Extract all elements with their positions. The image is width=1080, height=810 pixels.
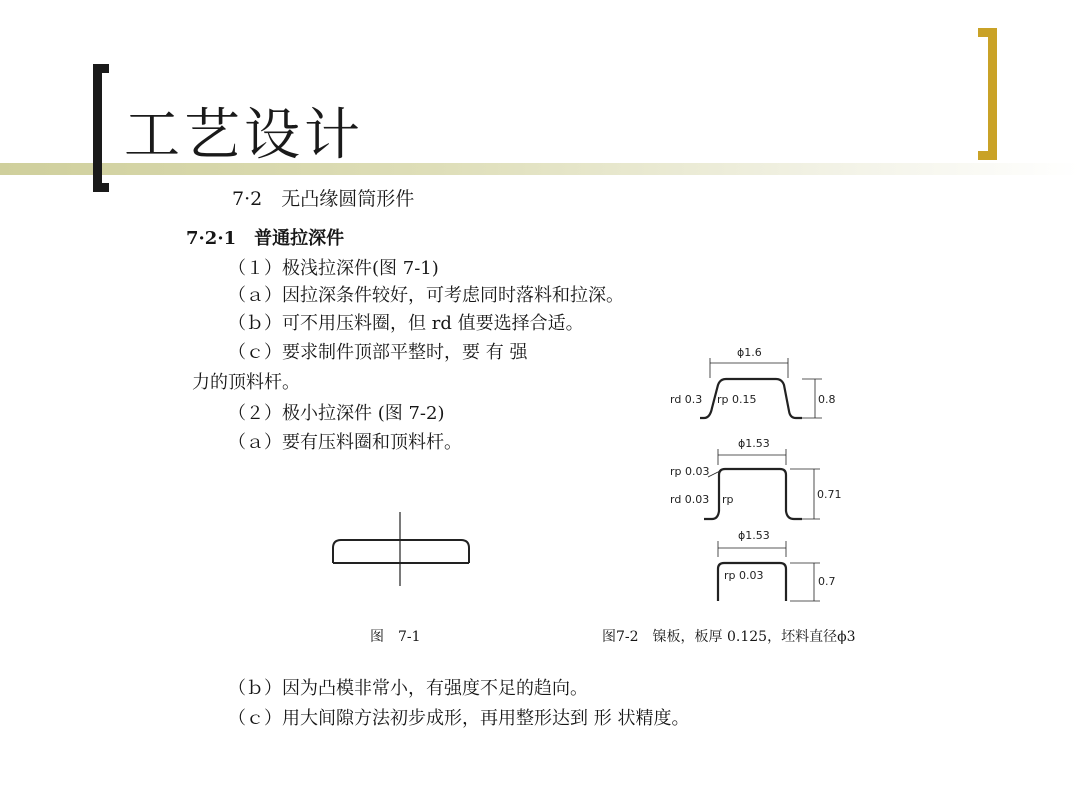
right-bracket-decoration (978, 28, 997, 160)
fig2-a-diameter: ϕ1.6 (737, 346, 762, 359)
figure-7-1-drawing (325, 508, 485, 588)
scanned-text-page (180, 178, 910, 738)
section-heading: 7·2 无凸缘圆筒形件 (232, 188, 415, 210)
fig2-b-rp: rp (722, 493, 734, 506)
page-title: 工艺设计 (124, 103, 364, 168)
fig2-b-rp-top: rp 0.03 (670, 465, 710, 478)
subsection-heading: 7·2·1 普通拉深件 (186, 228, 345, 249)
text-line: （ａ）要有压料圈和顶料杆。 (228, 432, 462, 453)
text-line: （ｃ）用大间隙方法初步成形，再用整形达到 形 状精度。 (228, 708, 690, 729)
left-bracket-decoration (93, 64, 109, 192)
text-line: （ｃ）要求制件顶部平整时，要 有 强 (228, 342, 528, 363)
fig2-c-diameter: ϕ1.53 (738, 529, 770, 542)
fig2-a-rd: rd 0.3 (670, 393, 703, 406)
figure-7-1-caption: 图 7-1 (370, 629, 421, 645)
fig2-b-rd: rd 0.03 (670, 493, 710, 506)
text-line: （１）极浅拉深件(图 7-1) (228, 258, 439, 279)
text-line: （２）极小拉深件 (图 7-2) (228, 403, 445, 424)
fig2-c-height: 0.7 (818, 575, 836, 588)
text-line: （ｂ）可不用压料圈，但 rd 值要选择合适。 (228, 313, 584, 334)
figure-7-2-caption: 图7-2 镍板，板厚 0.125，坯料直径ϕ3 (602, 629, 856, 645)
text-line: 力的顶料杆。 (192, 372, 300, 393)
fig2-a-height: 0.8 (818, 393, 836, 406)
fig2-c-rp: rp 0.03 (724, 569, 764, 582)
fig2-a-rp: rp 0.15 (717, 393, 757, 406)
text-line: （ａ）因拉深条件较好，可考虑同时落料和拉深。 (228, 285, 624, 306)
fig2-b-height: 0.71 (817, 488, 842, 501)
figure-7-2-drawing (670, 343, 860, 613)
fig2-b-diameter: ϕ1.53 (738, 437, 770, 450)
text-line: （ｂ）因为凸模非常小，有强度不足的趋向。 (228, 678, 588, 699)
